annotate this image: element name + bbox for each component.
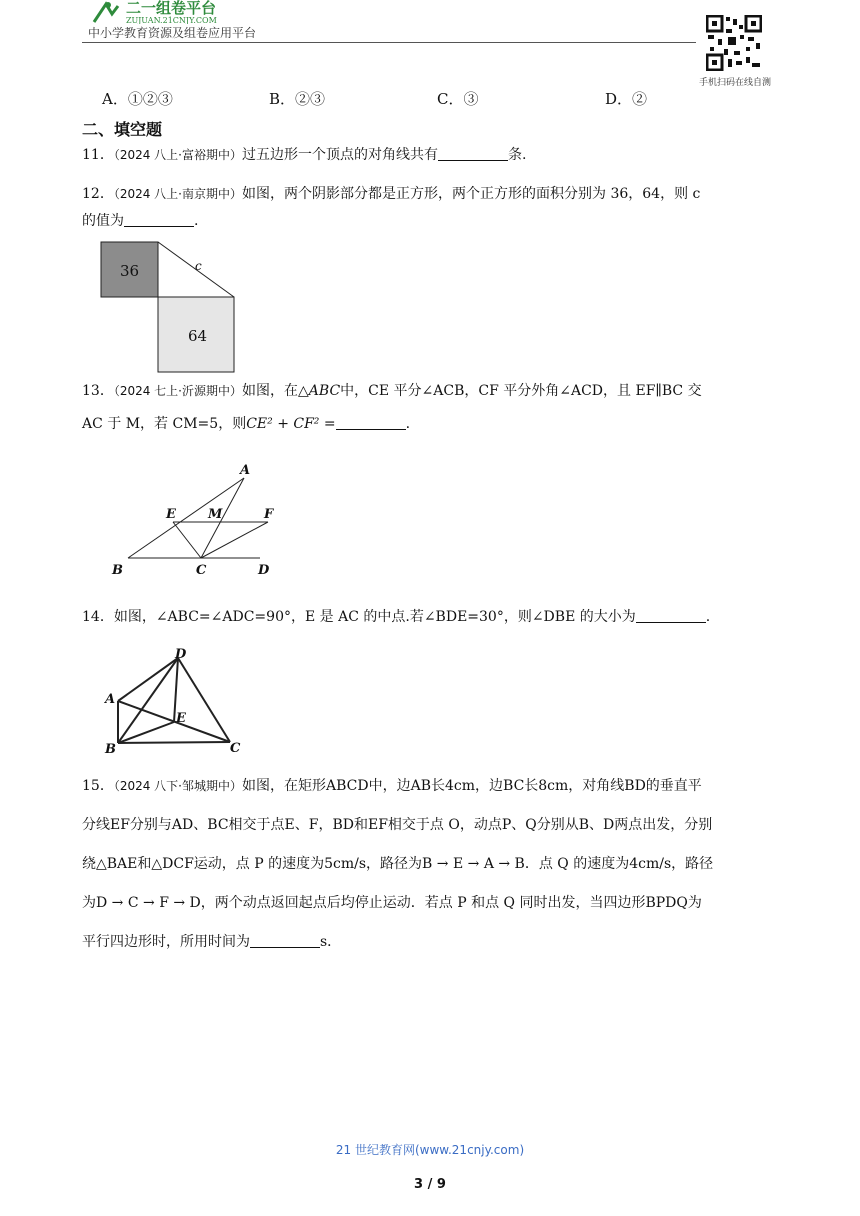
label-M: M [208,507,223,522]
label-F: F [264,507,274,522]
label-E: E [166,507,176,522]
label-36: 36 [120,262,140,280]
label-B: B [105,742,116,756]
qr-code [706,15,762,71]
label-C: C [196,563,207,578]
figure-q13 [108,460,288,584]
option-a: A．①②③ [102,90,173,108]
answer-blank [336,413,406,430]
label-B: B [112,563,123,578]
answer-blank [124,210,194,227]
label-c: c [195,259,202,273]
figure-q14 [100,646,250,760]
label-E: E [176,711,186,726]
label-D: D [258,563,270,578]
label-D: D [175,647,187,662]
question-13: 13．（2024 七上·沂源期中）如图，在△ABC中，CE 平分∠ACB，CF 平分外角∠ACD，且 EF∥BC 交 AC 于 M，若 CM=5，则CE² + CF² = . [82,383,702,432]
section-title: 二、填空题 [82,120,163,139]
answer-blank [438,144,508,161]
option-d: D．② [605,90,648,108]
logo-text: 二一组卷平台 [126,0,217,17]
footer-source: 21 世纪教育网(www.21cnjy.com) [335,1143,525,1157]
question-14: 14．如图，∠ABC=∠ADC=90°，E 是 AC 的中点.若∠BDE=30°，则∠DBE 的大小为 . [82,598,776,637]
figure-q12 [98,240,243,379]
header-subtitle: 中小学教育资源及组卷应用平台 [88,26,257,40]
logo-url: ZUJUAN.21CNJY.COM [126,16,217,24]
answer-blank [636,606,706,623]
option-c: C．③ [437,90,479,108]
option-b: B．②③ [269,90,326,108]
page-number: 3 / 9 [414,1177,446,1192]
header-divider [82,42,696,43]
question-12: 12．（2024 八上·南京期中）如图，两个阴影部分都是正方形，两个正方形的面积分别为 36，64，则 c 的值为 . [82,186,701,229]
label-A: A [105,692,116,707]
answer-blank [250,931,320,948]
question-15: 15．（2024 八下·邹城期中）如图，在矩形ABCD中，边AB长4cm，边BC长8cm，对角线BD的垂直平 分线EF分别与AD、BC相交于点E、F，BD和EF相交于点 O，动点P、Q分别从B、D两点出发，分别 绕△BAE和△DCF运动，点 P 的速度为5cm/s，路径为B → E → A → B．点 Q 的速度为4cm/s，路径 为D → C → F → D，两个动点返回起点后均停止运动．若点 P 和点 Q 同时出发，当四边形BPDQ为 平行四边形时，所用时间为 s． [82,778,714,950]
label-A: A [240,463,251,478]
label-C: C [230,741,241,756]
label-64: 64 [188,327,208,345]
qr-caption: 手机扫码在线自测 [698,78,771,88]
site-logo [86,0,276,24]
question-11: 11．（2024 八上·富裕期中）过五边形一个顶点的对角线共有 条. [82,136,776,175]
